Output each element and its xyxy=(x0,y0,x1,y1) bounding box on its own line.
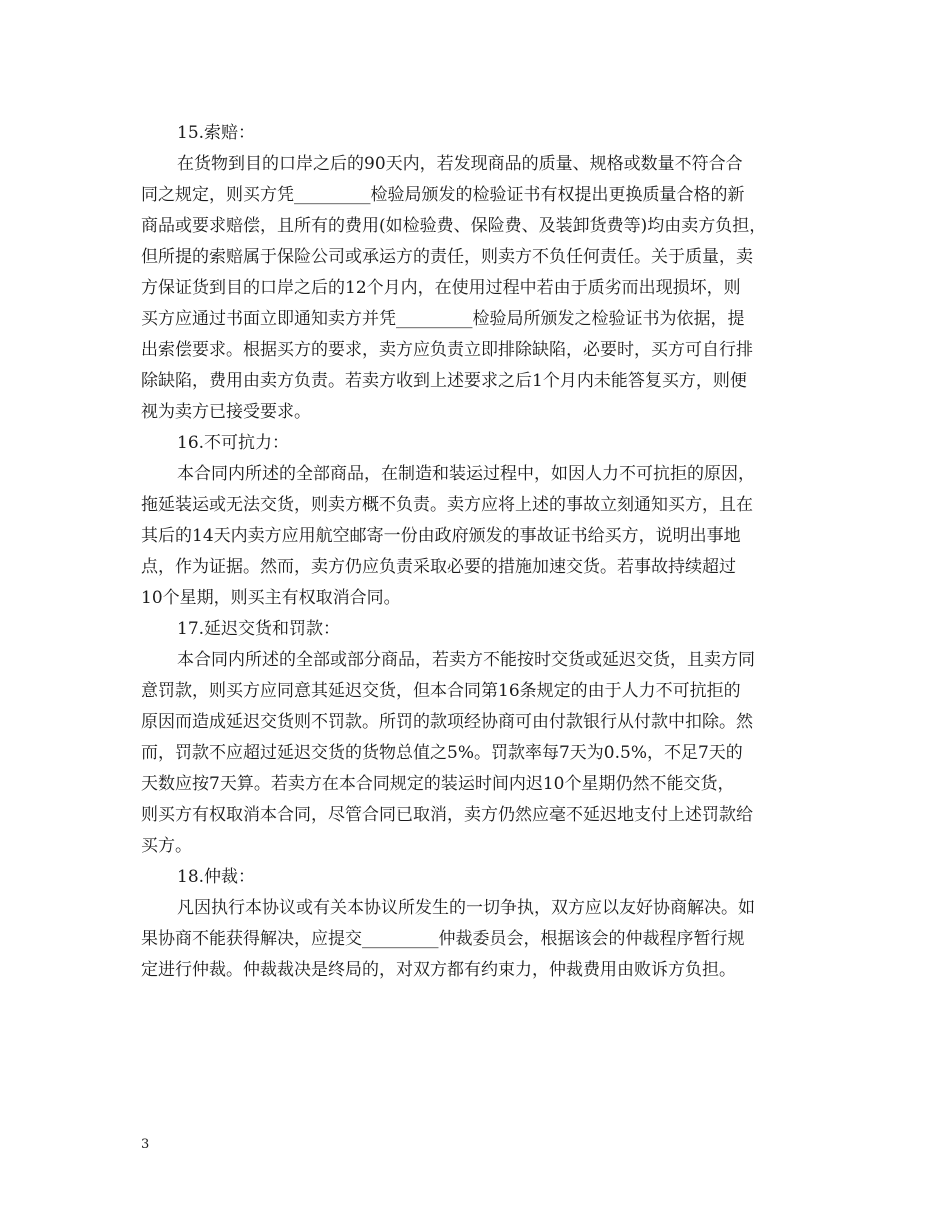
section-heading-late-delivery: 17.延迟交货和罚款： xyxy=(177,619,341,639)
text-line: 定进行仲裁。仲裁裁决是终局的，对双方都有约束力，仲裁费用由败诉方负担。 xyxy=(141,960,736,980)
text-line: 凡因执行本协议或有关本协议所发生的一切争执，双方应以友好协商解决。如 xyxy=(177,898,755,918)
text-line: 果协商不能获得解决，应提交_________仲裁委员会，根据该会的仲裁程序暂行规 xyxy=(141,929,745,949)
section-body-claims xyxy=(141,149,816,428)
text-line: 天数应按7天算。若卖方在本合同规定的装运时间内迟10个星期仍然不能交货， xyxy=(141,774,735,794)
text-line: 点，作为证据。然而，卖方仍应负责采取必要的措施加速交货。若事故持续超过 xyxy=(141,557,736,577)
section-body-arbitration xyxy=(141,893,816,986)
text-line: 同之规定，则买方凭_________检验局颁发的检验证书有权提出更换质量合格的新 xyxy=(141,185,745,205)
section-heading-arbitration: 18.仲裁： xyxy=(177,867,256,887)
text-line: 方保证货到目的口岸之后的12个月内，在使用过程中若由于质劣而出现损坏，则 xyxy=(141,278,741,298)
text-line: 而，罚款不应超过延迟交货的货物总值之5%。罚款率每7天为0.5%，不足7天的 xyxy=(141,743,743,763)
section-heading-force-majeure: 16.不可抗力： xyxy=(177,433,290,453)
contract-body xyxy=(141,118,816,986)
text-line: 拖延装运或无法交货，则卖方概不负责。卖方应将上述的事故立刻通知买方，且在 xyxy=(141,495,753,515)
section-heading-claims: 15.索赔： xyxy=(177,123,256,143)
text-line: 视为卖方已接受要求。 xyxy=(141,402,311,422)
section-body-force-majeure xyxy=(141,459,816,614)
text-line: 原因而造成延迟交货则不罚款。所罚的款项经协商可由付款银行从付款中扣除。然 xyxy=(141,712,753,732)
text-line: 其后的14天内卖方应用航空邮寄一份由政府颁发的事故证书给买方，说明出事地 xyxy=(141,526,741,546)
text-line: 本合同内所述的全部或部分商品，若卖方不能按时交货或延迟交货，且卖方同 xyxy=(177,650,755,670)
text-line: 本合同内所述的全部商品，在制造和装运过程中，如因人力不可抗拒的原因， xyxy=(177,464,755,484)
text-line: 10个星期，则买主有权取消合同。 xyxy=(141,588,401,608)
section-body-late-delivery xyxy=(141,645,816,862)
text-line: 商品或要求赔偿，且所有的费用(如检验费、保险费、及装卸货费等)均由卖方负担， xyxy=(141,216,767,236)
text-line: 则买方有权取消本合同，尽管合同已取消，卖方仍然应毫不延迟地支付上述罚款给 xyxy=(141,805,753,825)
page-number: 3 xyxy=(141,1137,150,1152)
text-line: 买方应通过书面立即通知卖方并凭_________检验局所颁发之检验证书为依据，提 xyxy=(141,309,745,329)
text-line: 意罚款，则买方应同意其延迟交货，但本合同第16条规定的由于人力不可抗拒的 xyxy=(141,681,741,701)
text-line: 但所提的索赔属于保险公司或承运方的责任，则卖方不负任何责任。关于质量，卖 xyxy=(141,247,753,267)
text-line: 出索偿要求。根据买方的要求，卖方应负责立即排除缺陷，必要时，买方可自行排 xyxy=(141,340,753,360)
text-line: 除缺陷，费用由卖方负责。若卖方收到上述要求之后1个月内未能答复买方，则便 xyxy=(141,371,747,391)
text-line: 买方。 xyxy=(141,836,192,856)
text-line: 在货物到目的口岸之后的90天内，若发现商品的质量、规格或数量不符合合 xyxy=(177,154,743,174)
